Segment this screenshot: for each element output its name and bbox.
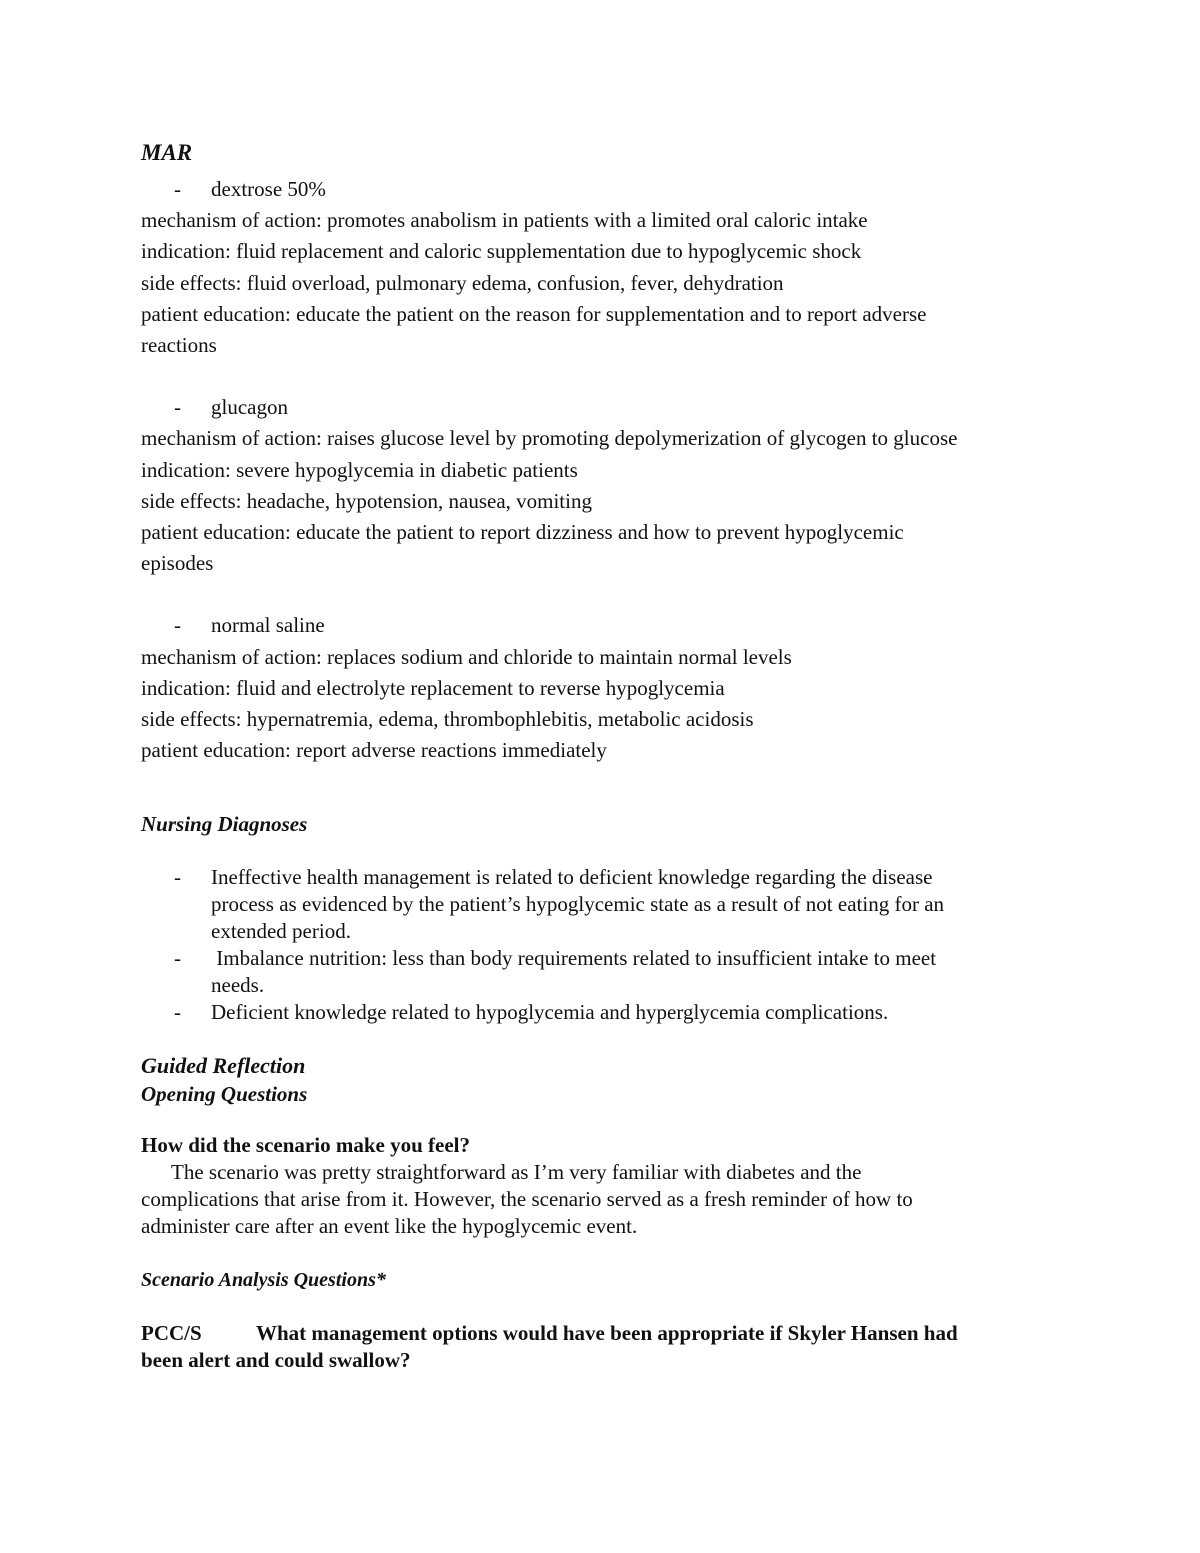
nursing-diagnoses-list [141, 864, 1071, 1026]
spacer [141, 766, 1071, 810]
medication-detail-line: side effects: hypernatremia, edema, thrombophlebitis, metabolic acidosis [141, 707, 754, 732]
list-dash: - [174, 395, 181, 420]
reflection-question: How did the scenario make you feel? [141, 1133, 470, 1158]
spacer [141, 1294, 1071, 1320]
spacer [141, 1240, 1071, 1266]
medication-name-row [141, 174, 1071, 205]
medication-name: normal saline [211, 613, 325, 638]
medication-details [141, 642, 1071, 767]
spacer [141, 838, 1071, 864]
diagnosis-line: Deficient knowledge related to hypoglycemia and hyperglycemia complications. [211, 1000, 889, 1025]
pcc-question [141, 1320, 1071, 1374]
list-dash: - [174, 177, 181, 201]
medication-detail-line: side effects: fluid overload, pulmonary edema, confusion, fever, dehydration [141, 270, 784, 295]
pcc-question-text: What management options would have been appropriate if Skyler Hansen had [256, 1321, 958, 1346]
medication-detail-line: mechanism of action: raises glucose level by promoting depolymerization of glycogen to glucose [141, 426, 958, 451]
answer-line: administer care after an event like the hypoglycemic event. [141, 1214, 638, 1239]
pcc-question-line [141, 1320, 1071, 1347]
mar-heading: MAR [141, 140, 193, 165]
medication-name: dextrose 50% [211, 177, 326, 201]
medication-name-row [141, 610, 1071, 641]
reflection-answer [141, 1159, 1071, 1240]
medication-name-row [141, 392, 1071, 423]
diagnosis-line: Imbalance nutrition: less than body requirements related to insufficient intake to meet [211, 946, 937, 971]
list-item [141, 945, 1071, 999]
medication-detail-line: mechanism of action: replaces sodium and chloride to maintain normal levels [141, 644, 792, 669]
medication-detail-line: mechanism of action: promotes anabolism in patients with a limited oral caloric intake [141, 208, 868, 233]
list-item [141, 864, 1071, 945]
list-dash: - [174, 1000, 181, 1025]
diagnosis-line: extended period. [211, 919, 351, 944]
list-dash: - [174, 946, 181, 971]
medication-detail-line: indication: fluid and electrolyte replacement to reverse hypoglycemia [141, 675, 725, 700]
nursing-diagnoses-heading: Nursing Diagnoses [141, 812, 308, 837]
opening-questions-heading: Opening Questions [141, 1082, 308, 1107]
medication-detail-line: reactions [141, 333, 217, 358]
pcc-question-line: been alert and could swallow? [141, 1348, 411, 1373]
medication-detail-line: indication: severe hypoglycemia in diabetic patients [141, 457, 578, 482]
medication-detail-line: indication: fluid replacement and caloric supplementation due to hypoglycemic shock [141, 239, 862, 264]
list-dash: - [174, 613, 181, 638]
medication-details [141, 205, 1071, 361]
list-item [141, 999, 1071, 1026]
diagnosis-line: needs. [211, 973, 265, 998]
diagnosis-line: process as evidenced by the patient’s hypoglycemic state as a result of not eating for an [211, 892, 945, 917]
answer-line: complications that arise from it. However, the scenario served as a fresh reminder of how to [141, 1187, 913, 1212]
guided-reflection-heading: Guided Reflection [141, 1053, 306, 1079]
spacer [141, 361, 1071, 392]
list-dash: - [174, 865, 181, 890]
medication-detail-line: side effects: headache, hypotension, nausea, vomiting [141, 488, 592, 513]
diagnosis-line: Ineffective health management is related to deficient knowledge regarding the disease [211, 865, 933, 890]
scenario-analysis-heading: Scenario Analysis Questions* [141, 1269, 386, 1292]
medication-detail-line: patient education: educate the patient on the reason for supplementation and to report adverse [141, 301, 927, 326]
spacer [141, 1108, 1071, 1132]
medication-detail-line: patient education: educate the patient to report dizziness and how to prevent hypoglycemic [141, 520, 904, 545]
medication-detail-line: patient education: report adverse reactions immediately [141, 738, 607, 763]
answer-line: The scenario was pretty straightforward as I’m very familiar with diabetes and the [171, 1160, 862, 1185]
spacer [141, 579, 1071, 610]
medication-detail-line: episodes [141, 551, 214, 576]
document-page [141, 138, 1071, 1374]
spacer [141, 1026, 1071, 1052]
medication-name: glucagon [211, 395, 288, 420]
pcc-code: PCC/S [141, 1321, 202, 1346]
medication-details [141, 423, 1071, 579]
